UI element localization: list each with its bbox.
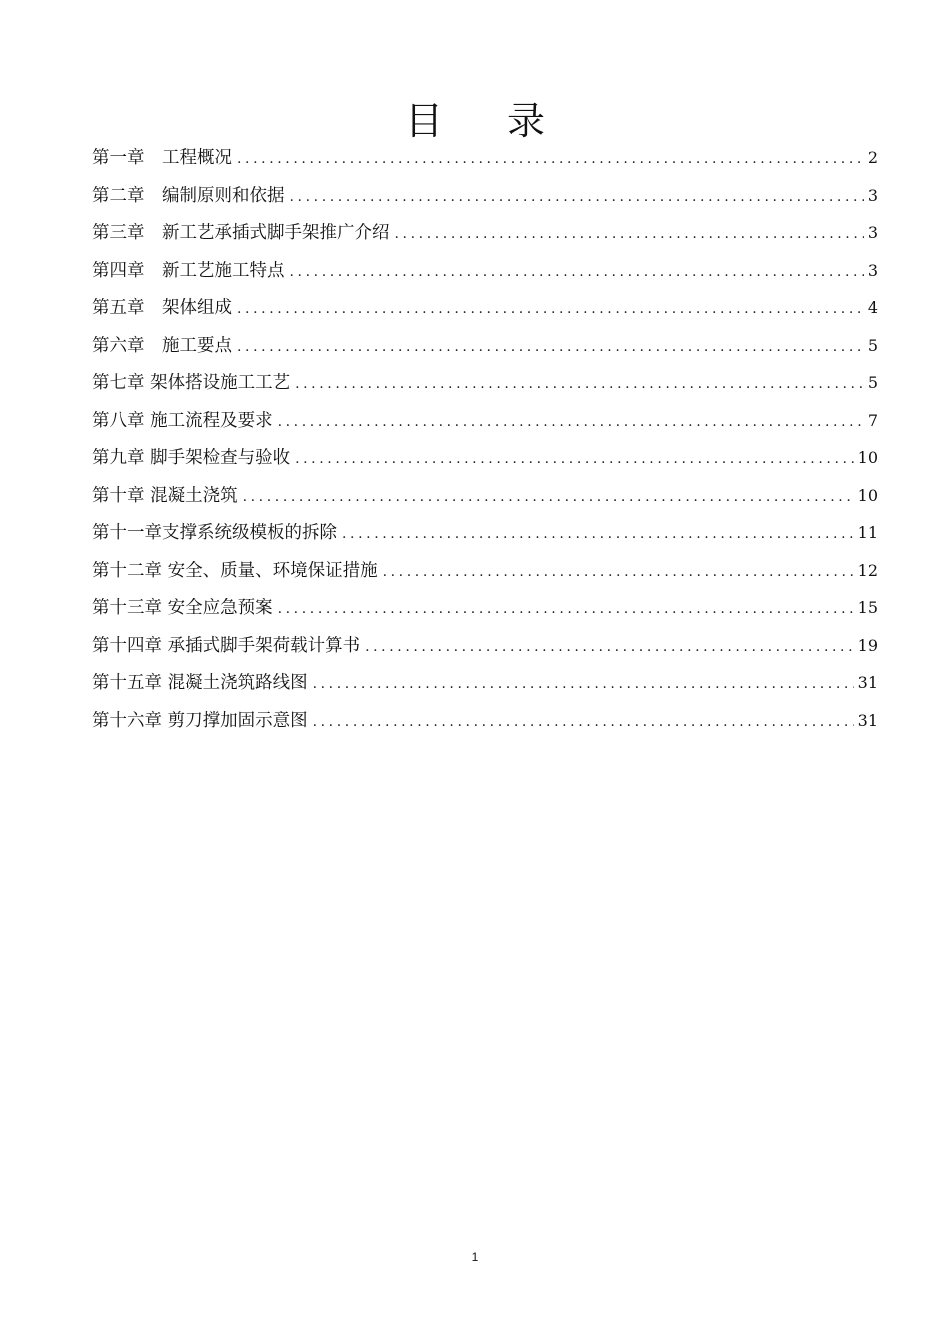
toc-page-number: 10 [857,485,878,505]
toc-entry[interactable] [92,702,878,740]
toc-leader-dots [342,516,854,554]
toc-entry[interactable] [92,252,878,290]
toc-page-number: 3 [867,185,878,205]
toc-entry[interactable] [92,664,878,702]
page-number: 1 [471,1250,479,1264]
toc-entry[interactable] [92,289,878,327]
toc-chapter-number: 第八章 [92,410,145,431]
toc-chapter-number: 第十四章 [92,635,162,656]
toc-leader-dots [290,179,864,217]
toc-page-number: 10 [857,448,878,467]
toc-page-number: 31 [857,710,878,730]
toc-chapter-number: 第二章 [92,185,145,206]
toc-chapter-number: 第十三章 [92,598,162,618]
toc-heading: 工程概况 [162,148,232,168]
toc-heading: 架体搭设施工工艺 [150,373,291,393]
toc-heading: 施工流程及要求 [150,410,273,431]
toc-leader-dots [243,479,854,517]
toc-page-number: 3 [867,223,878,242]
toc-heading: 混凝土浇筑路线图 [167,673,308,693]
toc-page-number: 3 [867,260,878,280]
toc-heading: 架体组成 [162,298,232,318]
toc-leader-dots [237,329,864,367]
toc-leader-dots [383,554,854,592]
toc-entry[interactable] [92,214,878,252]
toc-entry[interactable] [92,514,878,552]
toc-chapter-number: 第七章 [92,373,145,393]
toc-page-number: 4 [867,298,878,317]
toc-page-number: 2 [867,148,878,167]
toc-leader-dots [313,704,854,742]
toc-chapter-number: 第十二章 [92,560,162,581]
toc-entry[interactable] [92,477,878,515]
toc-gap [145,328,163,366]
toc-page-number: 11 [857,523,878,542]
toc-entry[interactable] [92,402,878,440]
toc-page-number: 7 [867,410,878,430]
toc-chapter-number: 第四章 [92,260,145,281]
toc-heading: 安全、质量、环境保证措施 [167,560,378,581]
toc-entry[interactable] [92,552,878,590]
toc-leader-dots [237,141,864,179]
toc-heading: 施工要点 [162,335,232,356]
toc-chapter-number: 第九章 [92,448,145,468]
toc-leader-dots [278,404,864,442]
toc-heading: 混凝土浇筑 [150,485,238,506]
toc-page-number: 5 [867,373,878,392]
toc-heading: 支撑系统级模板的拆除 [162,523,337,543]
toc-heading: 承插式脚手架荷载计算书 [167,635,361,656]
toc-leader-dots [295,366,864,404]
toc-chapter-number: 第十章 [92,485,145,506]
toc-entry[interactable] [92,139,878,177]
table-of-contents [92,139,878,739]
toc-heading: 新工艺承插式脚手架推广介绍 [162,223,390,243]
toc-heading: 新工艺施工特点 [162,260,285,281]
toc-gap [145,290,163,328]
toc-leader-dots [313,666,854,704]
toc-page-number: 31 [857,673,878,692]
toc-page-number: 15 [857,598,878,617]
toc-leader-dots [365,629,854,667]
toc-leader-dots [290,254,864,292]
toc-page-number: 5 [867,335,878,355]
toc-leader-dots [395,216,864,254]
toc-entry[interactable] [92,327,878,365]
toc-entry[interactable] [92,177,878,215]
toc-chapter-number: 第三章 [92,223,145,243]
toc-heading: 剪刀撑加固示意图 [167,710,308,731]
toc-entry[interactable] [92,364,878,402]
toc-chapter-number: 第五章 [92,298,145,318]
toc-leader-dots [295,441,854,479]
toc-entry[interactable] [92,627,878,665]
toc-entry[interactable] [92,589,878,627]
toc-gap [145,140,163,178]
toc-gap [145,178,163,216]
toc-heading: 脚手架检查与验收 [150,448,291,468]
toc-title: 目录 [404,99,609,144]
toc-leader-dots [237,291,864,329]
toc-chapter-number: 第十一章 [92,523,162,543]
toc-chapter-number: 第十六章 [92,710,162,731]
toc-chapter-number: 第六章 [92,335,145,356]
toc-chapter-number: 第一章 [92,148,145,168]
toc-chapter-number: 第十五章 [92,673,162,693]
toc-heading: 安全应急预案 [167,598,273,618]
toc-gap [145,215,163,253]
toc-entry[interactable] [92,439,878,477]
toc-page-number: 12 [857,560,878,580]
toc-heading: 编制原则和依据 [162,185,285,206]
toc-leader-dots [278,591,854,629]
toc-page-number: 19 [857,635,878,655]
toc-gap [145,253,163,291]
